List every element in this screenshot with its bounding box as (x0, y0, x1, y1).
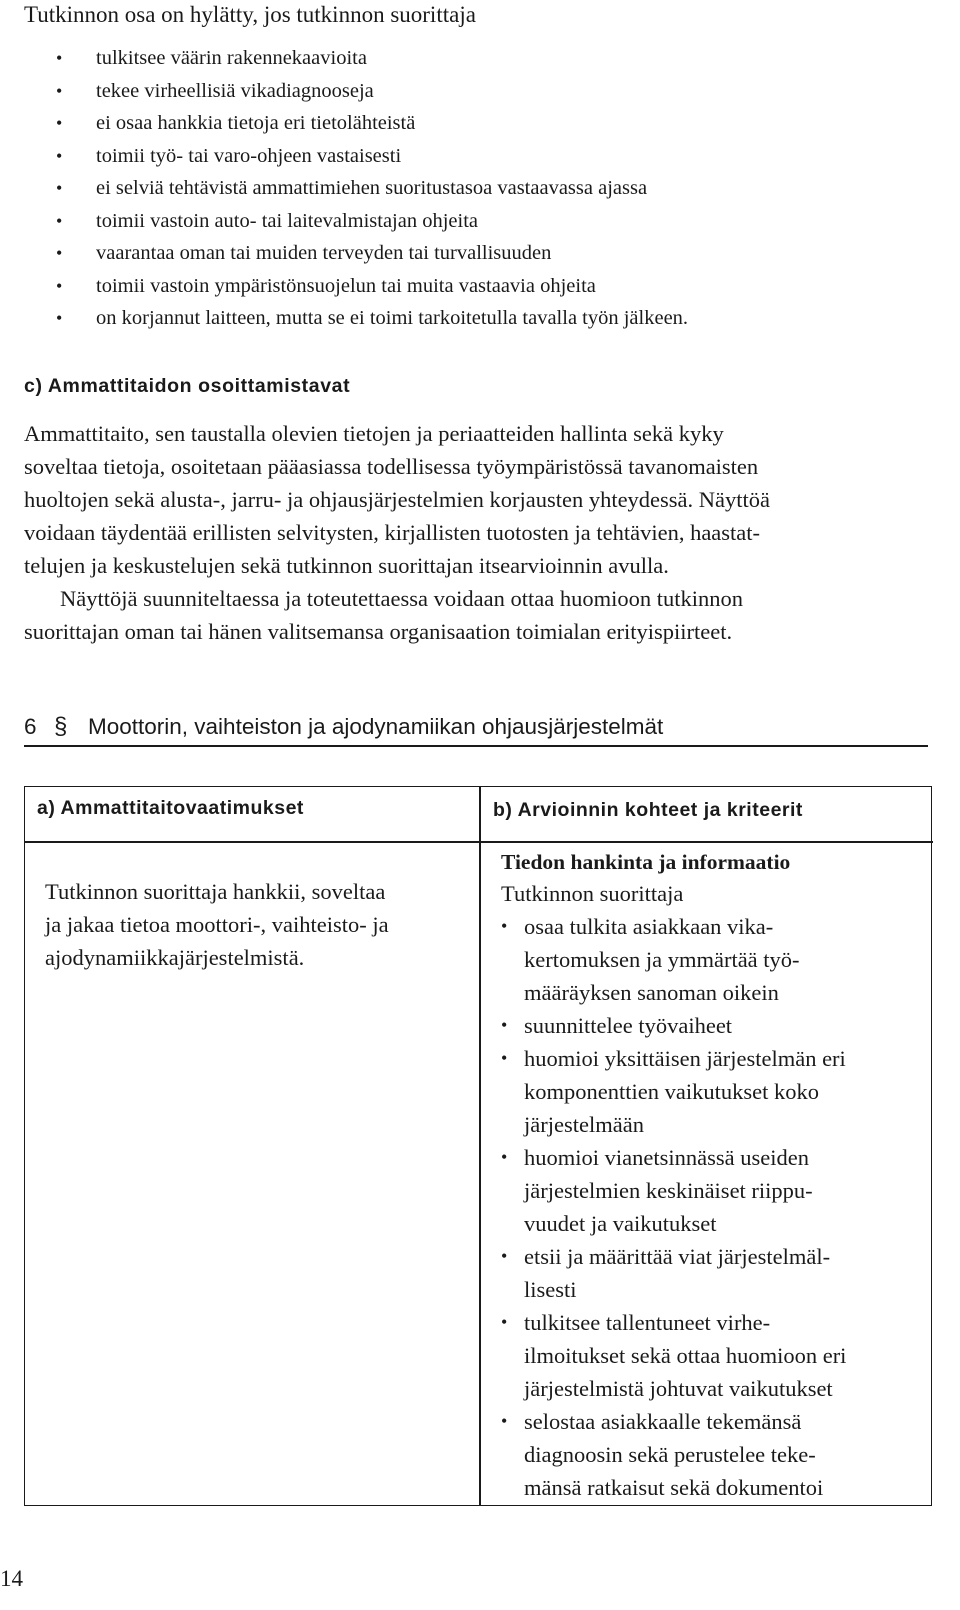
bullet-icon: • (56, 178, 63, 198)
list-item-text: on korjannut laitteen, mutta se ei toimi tarkoitetulla tavalla työn jälkeen. (96, 307, 689, 329)
list-item (56, 302, 688, 335)
paragraph-line: huoltojen sekä alusta-, jarru- ja ohjausjärjestelmien korjausten yhteydessä. Näyttöä (24, 487, 771, 512)
list-item-text: tekee virheellisiä vikadiagnooseja (96, 79, 374, 102)
column-b-content (501, 847, 921, 1504)
page-number: 14 (0, 1566, 23, 1591)
column-b-subheading: Tiedon hankinta ja informaatio (501, 850, 791, 874)
list-item-line: komponenttien vaikutukset koko (524, 1079, 819, 1104)
paragraph-line: Ammattitaito, sen taustalla olevien tietojen ja periaatteiden hallinta sekä kyky (24, 421, 724, 446)
paragraph-line: Näyttöjä suunniteltaessa ja toteutettaessa voidaan ottaa huomioon tutkinnon (60, 586, 743, 611)
text-line: Tutkinnon suorittaja hankkii, soveltaa (45, 879, 386, 904)
column-b-header-rule (481, 841, 933, 843)
list-item-line: määräyksen sanoman oikein (524, 980, 779, 1005)
list-item-line: ilmoitukset sekä ottaa huomioon eri (524, 1343, 847, 1368)
section-symbol: § (54, 713, 68, 740)
list-item (501, 1141, 921, 1240)
list-item (501, 1042, 921, 1141)
bullet-icon: • (56, 210, 63, 231)
list-item-line: vuudet ja vaikutukset (524, 1211, 717, 1236)
bullet-icon: • (501, 1411, 508, 1431)
list-item-line: kertomuksen ja ymmärtää työ- (524, 947, 800, 972)
list-item (56, 205, 688, 238)
column-b-performer: Tutkinnon suorittaja (501, 881, 684, 906)
list-item-line: suunnittelee työvaiheet (524, 1013, 733, 1038)
section-c-heading: c) Ammattitaidon osoittamistavat (24, 375, 351, 397)
bullet-icon: • (501, 916, 508, 936)
column-a-text (45, 875, 465, 974)
list-item-text: tulkitsee väärin rakennekaavioita (96, 47, 367, 69)
list-item-line: huomioi vianetsinnässä useiden (524, 1145, 809, 1170)
bullet-icon: • (56, 243, 63, 263)
column-a-heading: a) Ammattitaitovaatimukset (37, 797, 304, 819)
list-item-line: diagnoosin sekä perustelee teke- (524, 1442, 816, 1467)
list-item-text: toimii vastoin ympäristönsuojelun tai muita vastaavia ohjeita (96, 274, 596, 297)
list-item-text: toimii työ- tai varo-ohjeen vastaisesti (96, 144, 402, 167)
list-item-line: huomioi yksittäisen järjestelmän eri (524, 1046, 846, 1071)
criteria-table (24, 786, 932, 1506)
bullet-icon: • (501, 1147, 508, 1167)
reject-criteria-list (56, 42, 688, 335)
list-item-line: osaa tulkita asiakkaan vika- (524, 914, 774, 939)
bullet-icon: • (56, 48, 63, 68)
criteria-list (501, 910, 921, 1504)
bullet-icon: • (501, 1312, 508, 1332)
list-item (501, 1306, 921, 1405)
list-item-line: tulkitsee tallentuneet virhe- (524, 1310, 771, 1335)
list-item-line: järjestelmistä johtuvat vaikutukset (524, 1376, 833, 1401)
list-item-text: toimii vastoin auto- tai laitevalmistajan ohjeita (96, 209, 479, 232)
list-item (501, 1405, 921, 1504)
bullet-icon: • (56, 308, 63, 328)
bullet-icon: • (56, 145, 63, 166)
column-b-heading: b) Arvioinnin kohteet ja kriteerit (493, 799, 803, 821)
list-item (56, 107, 688, 140)
list-item-text: ei selviä tehtävistä ammattimiehen suoritustasoa vastaavassa ajassa (96, 177, 648, 199)
column-divider (479, 787, 481, 1505)
bullet-icon: • (56, 113, 63, 133)
list-item (501, 1009, 921, 1042)
list-item (56, 42, 688, 75)
list-item-line: selostaa asiakkaalle tekemänsä (524, 1409, 802, 1434)
section-6-heading (24, 713, 928, 747)
bullet-icon: • (56, 80, 63, 101)
list-item-line: lisesti (524, 1277, 577, 1302)
bullet-icon: • (501, 1015, 508, 1035)
list-item (501, 1240, 921, 1306)
list-item (56, 75, 688, 108)
list-item-line: etsii ja määrittää viat järjestelmäl- (524, 1244, 831, 1269)
paragraph-line: voidaan täydentää erillisten selvitysten, kirjallisten tuotosten ja tehtävien, haastat- (24, 520, 761, 545)
text-line: ajodynamiikkajärjestelmistä. (45, 945, 305, 970)
bullet-icon: • (501, 1246, 508, 1266)
list-item-line: järjestelmien keskinäiset riippu- (524, 1178, 813, 1203)
list-item-line: järjestelmään (524, 1112, 644, 1137)
list-item (56, 270, 688, 303)
list-item-line: mänsä ratkaisut sekä dokumentoi (524, 1475, 824, 1500)
paragraph-line: suorittajan oman tai hänen valitsemansa organisaation toimialan erityispiirteet. (24, 619, 733, 644)
paragraph-line: soveltaa tietoja, osoitetaan pääasiassa todellisessa työympäristössä tavanomaisten (24, 454, 759, 479)
bullet-icon: • (501, 1048, 508, 1068)
list-item (56, 172, 688, 205)
column-a-header-rule (25, 841, 479, 843)
text-line: ja jakaa tietoa moottori-, vaihteisto- ja (45, 912, 389, 937)
bullet-icon: • (56, 275, 63, 296)
section-c-body (24, 417, 934, 648)
list-item-text: vaarantaa oman tai muiden terveyden tai turvallisuuden (96, 242, 552, 264)
section-title: Moottorin, vaihteiston ja ajodynamiikan ohjausjärjestelmät (88, 714, 664, 739)
list-item-text: ei osaa hankkia tietoja eri tietolähteistä (96, 112, 416, 134)
paragraph-line: telujen ja keskustelujen sekä tutkinnon suorittajan itsearvioinnin avulla. (24, 553, 669, 578)
section-number: 6 (24, 714, 37, 739)
intro-text: Tutkinnon osa on hylätty, jos tutkinnon suorittaja (24, 2, 476, 27)
list-item (56, 140, 688, 173)
list-item (501, 910, 921, 1009)
list-item (56, 237, 688, 270)
